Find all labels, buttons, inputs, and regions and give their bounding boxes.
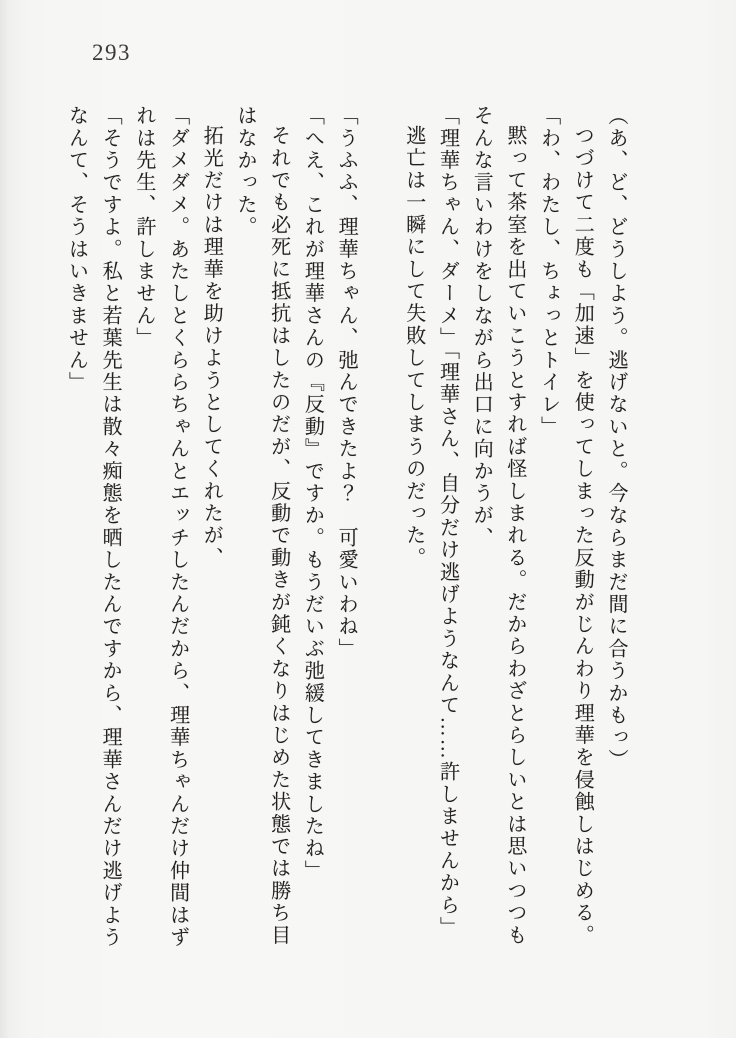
paragraph-dialogue: 「ダメダメ。あたしとくららちゃんとエッチしたんだから、理華ちゃんだけ仲間はずれは先生、許しません」 — [132, 105, 189, 949]
scene-break-blank-line — [362, 105, 396, 952]
paragraph-dialogue: 「うふふ、理華ちゃん、弛んできたよ？ 可愛いわね」 — [335, 105, 358, 660]
paragraph-narration: 拓光だけは理華を助けようとしてくれたが、 — [200, 125, 223, 569]
paragraph-narration: それでも必死に抵抗はしたのだが、反動で動きが鈍くなりはじめた状態では勝ち目はなかった。 — [233, 105, 290, 947]
paragraph-narration: 黙って茶室を出ていこうとすれば怪しまれる。だからわざとらしいとは思いつつもそんな言いわけをしながら出口に向かうが、 — [470, 105, 526, 947]
paragraph-dialogue: 「わ、わたし、ちょっとトイレ」 — [537, 105, 560, 438]
paragraph-dialogue: 「そうですよ。私と若葉先生は散々痴態を晒したんですから、理華さんだけ逃げようなんて、そうはいきません」 — [65, 105, 122, 949]
paragraph-narration: つづけて二度も「加速」を使ってしまった反動がじんわり理華を侵蝕しはじめる。 — [571, 125, 594, 947]
paragraph-narration: 逃亡は一瞬にして失敗してしまうのだった。 — [402, 125, 425, 569]
page-number: 293 — [92, 40, 131, 65]
paragraph-dialogue: 「理華ちゃん、ダーメ」「理華さん、自分だけ逃げようなんて……許しませんから」 — [436, 105, 459, 939]
paragraph-dialogue: 「へえ、これが理華さんの『反動』ですか。もうだいぶ弛緩してきましたね」 — [301, 105, 324, 882]
text-block — [59, 105, 632, 952]
paragraph-thought: （あ、ど、どうしよう。逃げないと。今ならまだ間に合うかもっ） — [605, 105, 627, 771]
